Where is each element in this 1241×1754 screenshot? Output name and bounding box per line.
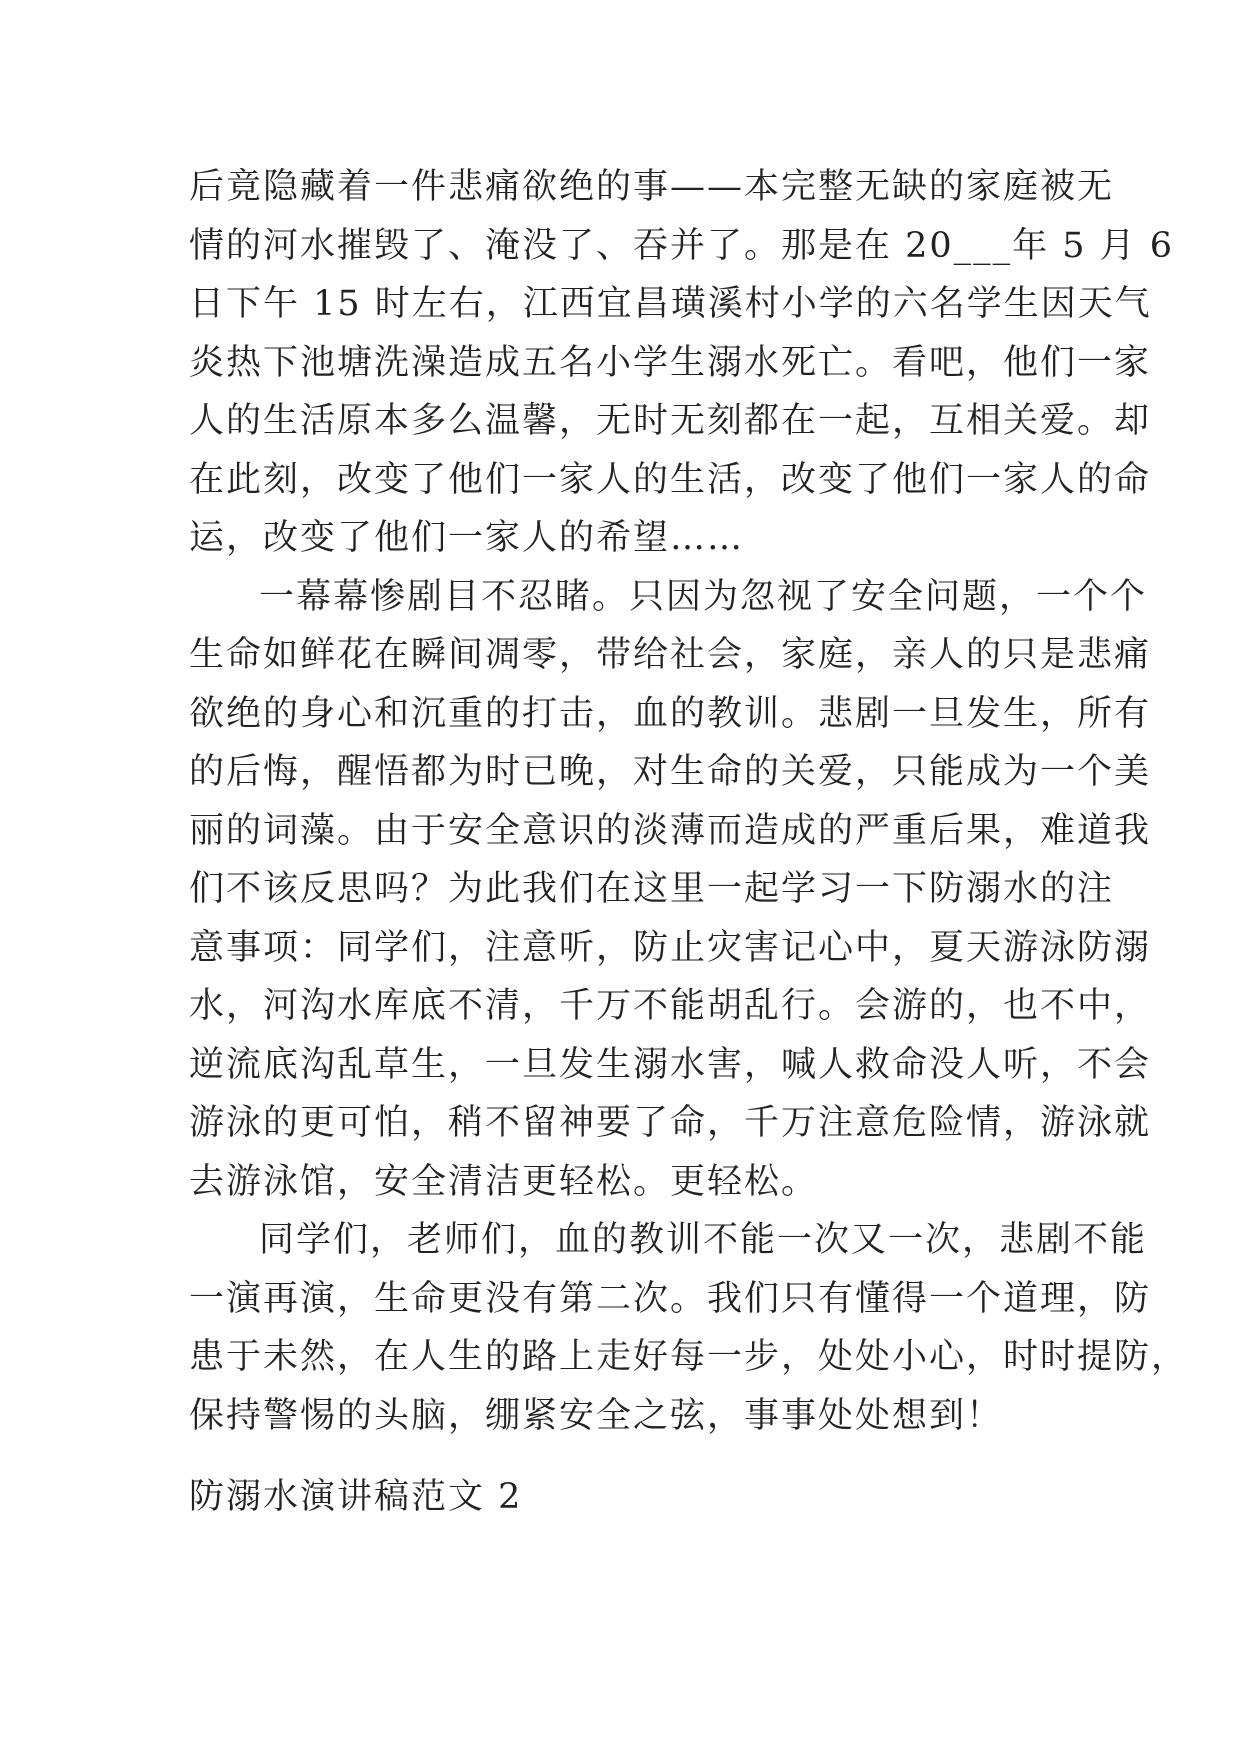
text-line: 的后悔，醒悟都为时已晚，对生命的关爱，只能成为一个美 bbox=[189, 752, 1152, 792]
text-line: 情的河水摧毁了、淹没了、吞并了。那是在 20___年 5 月 6 bbox=[189, 225, 1175, 266]
text-line: 生命如鲜花在瞬间凋零，带给社会，家庭，亲人的只是悲痛 bbox=[189, 635, 1152, 675]
text-line: 丽的词藻。由于安全意识的淡薄而造成的严重后果，难道我 bbox=[189, 810, 1152, 851]
text-line: 在此刻，改变了他们一家人的生活，改变了他们一家人的命 bbox=[189, 459, 1152, 500]
text-line: 患于未然，在人生的路上走好每一步，处处小心，时时提防， bbox=[189, 1337, 1189, 1377]
text-line: 人的生活原本多么温馨，无时无刻都在一起，互相关爱。却 bbox=[189, 401, 1152, 441]
text-line: 水，河沟水库底不清，千万不能胡乱行。会游的，也不中， bbox=[189, 986, 1152, 1026]
paragraph-2 bbox=[189, 568, 1152, 1212]
text-line: 运，改变了他们一家人的希望…… bbox=[189, 518, 745, 558]
text-line: 后竟隐藏着一件悲痛欲绝的事——本完整无缺的家庭被无 bbox=[189, 167, 1115, 207]
paragraph-3 bbox=[189, 1211, 1189, 1445]
text-line: 们不该反思吗？为此我们在这里一起学习一下防溺水的注 bbox=[189, 869, 1115, 909]
paragraph-1 bbox=[189, 158, 1175, 568]
text-line: 去游泳馆，安全清洁更轻松。更轻松。 bbox=[189, 1161, 819, 1202]
text-line: 游泳的更可怕，稍不留神要了命，千万注意危险情，游泳就 bbox=[189, 1103, 1152, 1143]
text-line: 意事项：同学们，注意听，防止灾害记心中，夏天游泳防溺 bbox=[189, 927, 1152, 968]
document-body bbox=[189, 158, 1189, 1445]
text-line: 欲绝的身心和沉重的打击，血的教训。悲剧一旦发生，所有 bbox=[189, 693, 1152, 734]
text-line: 同学们，老师们，血的教训不能一次又一次，悲剧不能 bbox=[259, 1220, 1148, 1260]
section-heading: 防溺水演讲稿范文 2 bbox=[189, 1477, 523, 1517]
text-line: 保持警惕的头脑，绷紧安全之弦，事事处处想到！ bbox=[189, 1395, 1004, 1436]
text-line: 一幕幕惨剧目不忍睹。只因为忽视了安全问题，一个个 bbox=[259, 576, 1148, 617]
text-line: 炎热下池塘洗澡造成五名小学生溺水死亡。看吧，他们一家 bbox=[189, 342, 1152, 383]
text-line: 日下午 15 时左右，江西宜昌璜溪村小学的六名学生因天气 bbox=[189, 284, 1152, 324]
text-line: 一演再演，生命更没有第二次。我们只有懂得一个道理，防 bbox=[189, 1278, 1152, 1319]
text-line: 逆流底沟乱草生，一旦发生溺水害，喊人救命没人听，不会 bbox=[189, 1044, 1152, 1085]
